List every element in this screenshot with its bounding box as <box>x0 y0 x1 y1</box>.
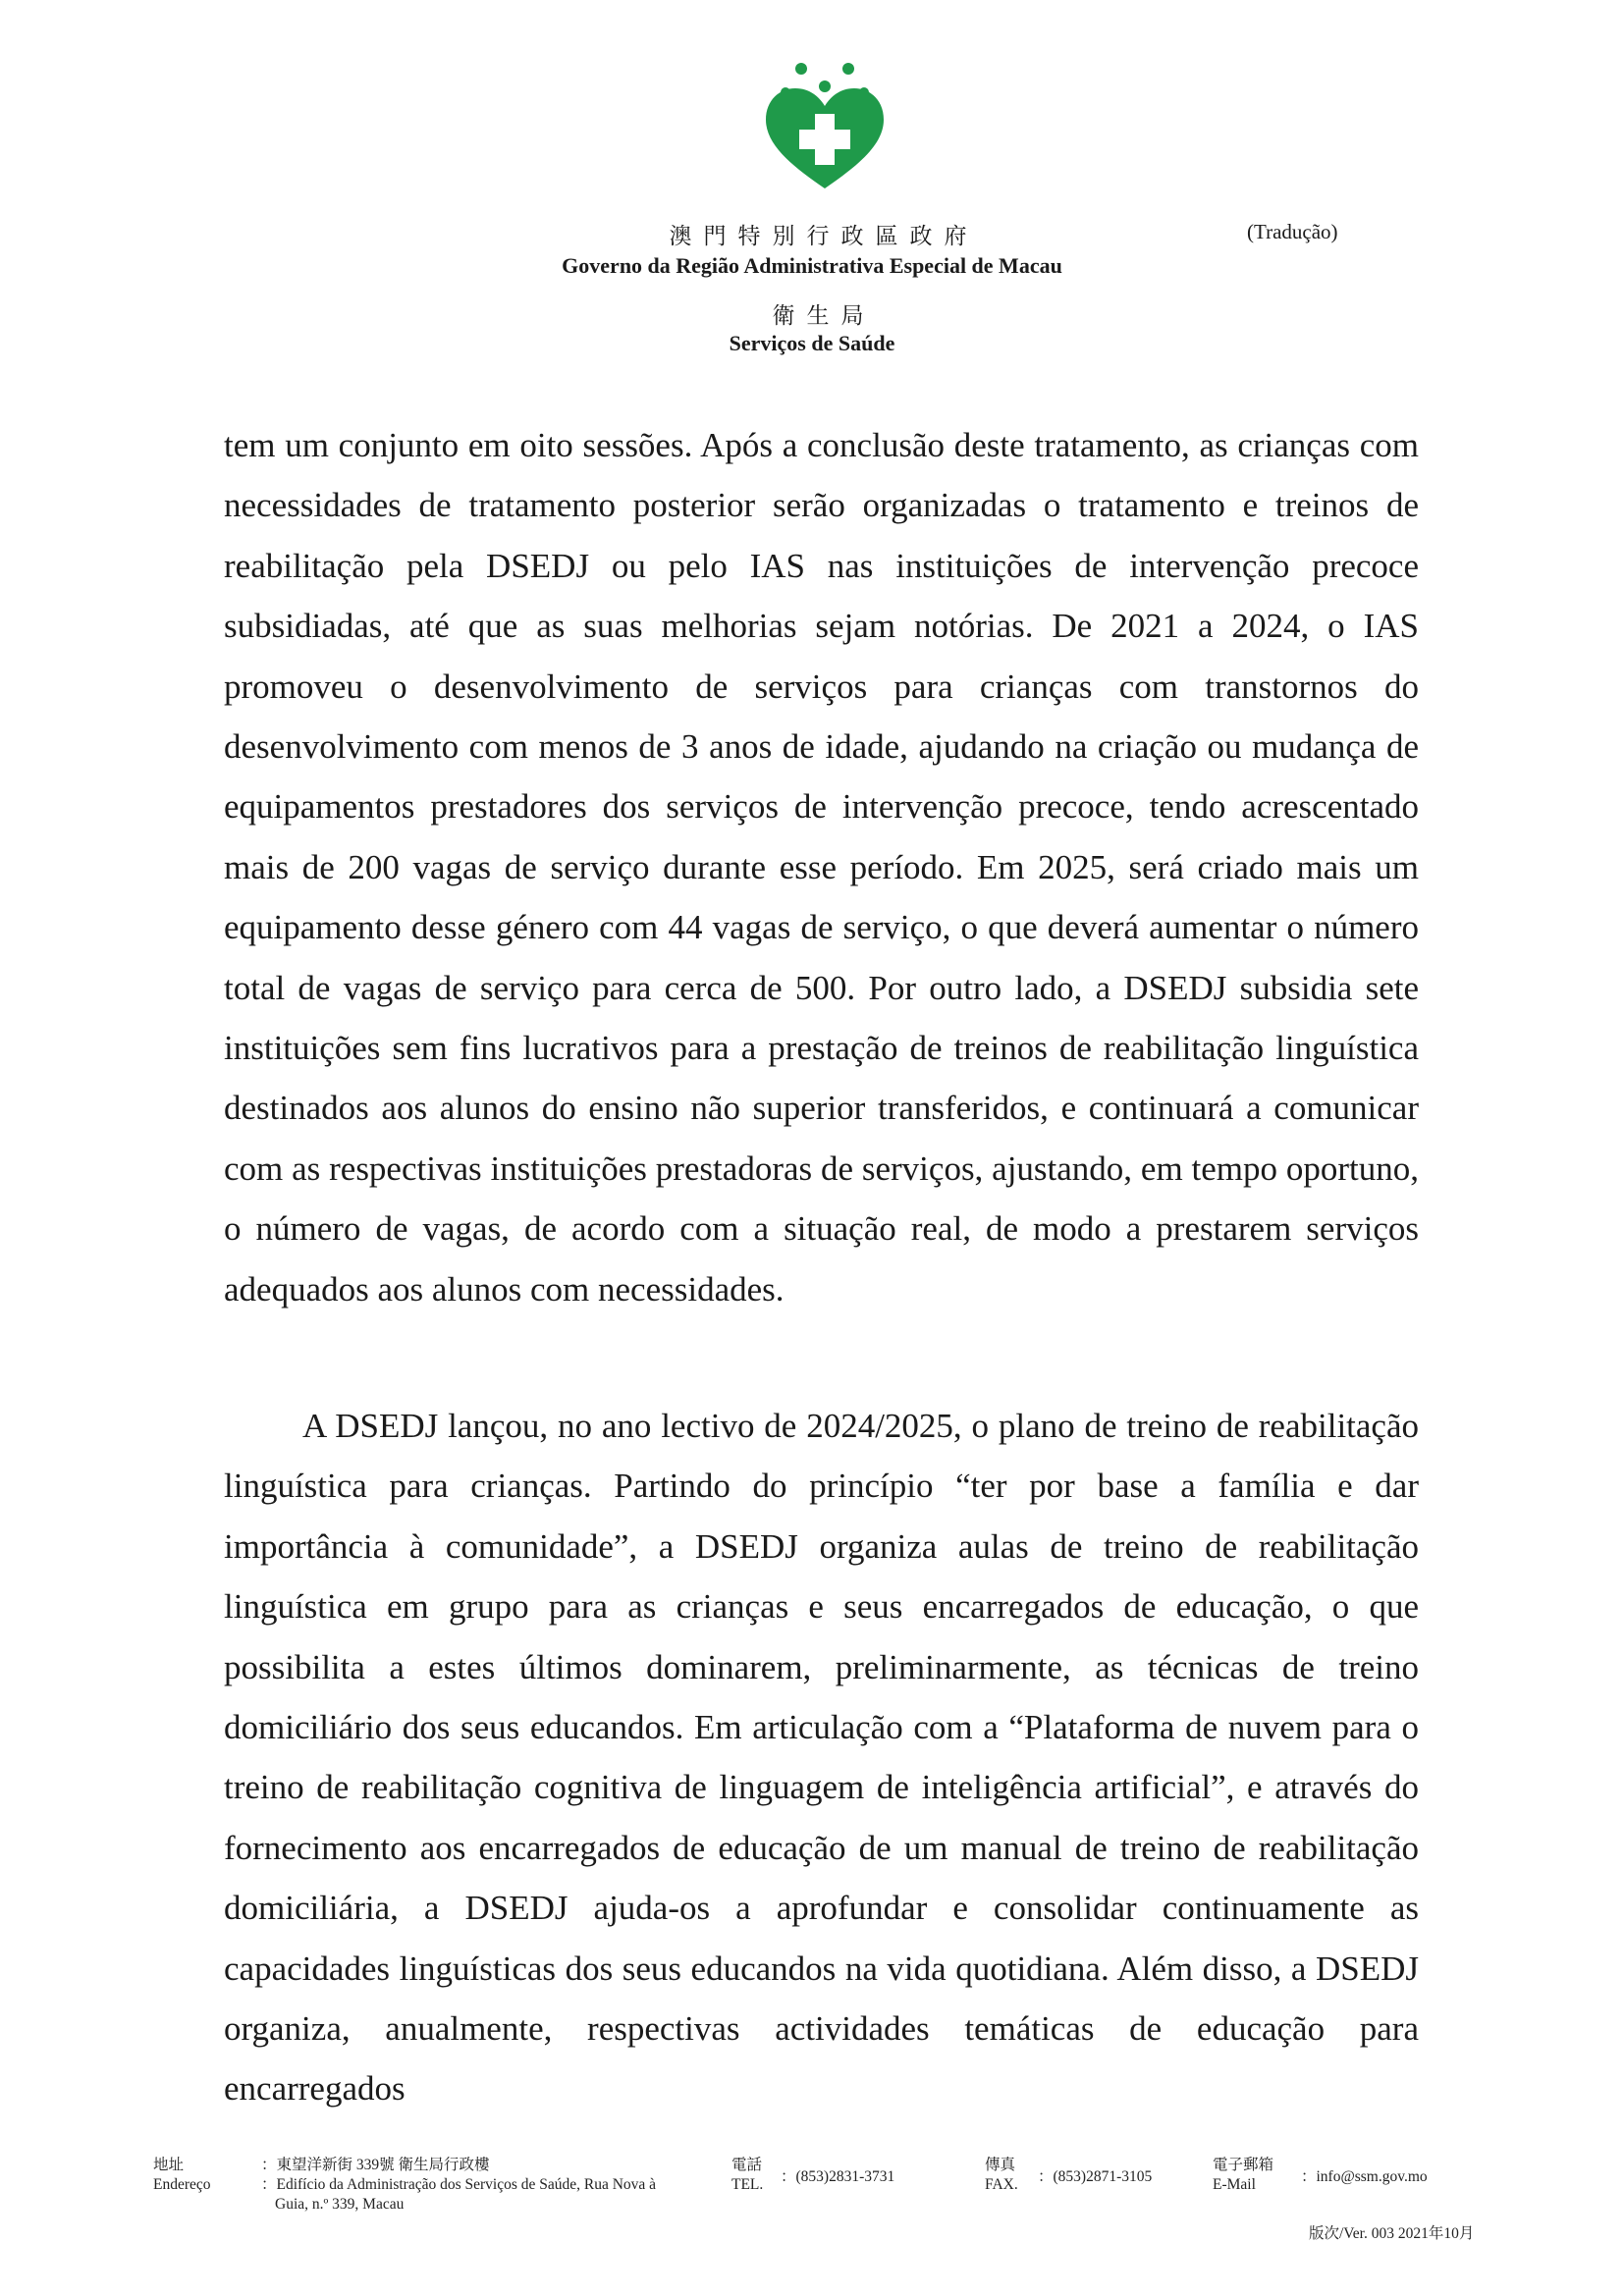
header-department-pt: Serviços de Saúde <box>729 331 895 355</box>
document-version: 版次/Ver. 003 2021年10月 <box>1309 2225 1475 2242</box>
address-label-pt: Endereço <box>153 2176 211 2193</box>
address-pt-line-1: ：Edifício da Administração dos Serviços de Saúde, Rua Nova à <box>261 2176 657 2193</box>
footer-email: ：info@ssm.gov.mo <box>1301 2168 1428 2185</box>
tel-label-pt: TEL. <box>731 2176 764 2193</box>
footer-address <box>261 2156 703 2215</box>
address-zh: ：東望洋新街 339號 衛生局行政樓 <box>261 2157 490 2173</box>
footer-tel: ：(853)2831-3731 <box>781 2168 895 2185</box>
header-government-zh: 澳門特別行政區政府 <box>669 224 979 248</box>
paragraph-text: tem um conjunto em oito sessões. Após a conclusão deste tratamento, as crianças com necessidades de tratamento posterior serão organizadas o tratamento e treinos de reabilitação pela DSEDJ ou pelo IAS nas instituições de intervenção precoce subsidiadas, até que as suas melhorias sejam notórias. De 2021 a 2024, o IAS promoveu o desenvolvimento de serviços para crianças com transtornos do desenvolvimento com menos de 3 anos de idade, ajudando na criação ou mudança de equipamentos prestadores dos serviços de intervenção precoce, tendo acrescentado mais de 200 vagas de serviço durante esse período. Em 2025, será criado mais um equipamento desse género com 44 vagas de serviço, o que deverá aumentar o número total de vagas de serviço para cerca de 500. Por outro lado, a DSEDJ subsidia sete instituições sem fins lucrativos para a prestação de treinos de reabilitação linguística destinados aos alunos do ensino não superior transferidos, e continuará a comunicar com as respectivas instituições prestadoras de serviços, ajustando, em tempo oportuno, o número de vagas, de acordo com a situação real, de modo a prestarem serviços adequados aos alunos com necessidades. <box>224 426 1419 1308</box>
footer-email-label <box>1213 2156 1273 2195</box>
tel-label-zh: 電話 <box>731 2157 763 2173</box>
footer-fax-label <box>985 2156 1018 2195</box>
email-label-zh: 電子郵箱 <box>1213 2157 1274 2173</box>
footer-fax: ：(853)2871-3105 <box>1038 2168 1153 2185</box>
body-paragraph-1 <box>224 415 1419 1319</box>
address-label-zh: 地址 <box>153 2157 185 2173</box>
footer-tel-label <box>731 2156 763 2195</box>
header-government-pt: Governo da Região Administrativa Especial de Macau <box>562 253 1062 278</box>
footer-address-label <box>153 2156 211 2195</box>
translation-note: (Tradução) <box>1247 220 1338 243</box>
paragraph-text: A DSEDJ lançou, no ano lectivo de 2024/2025, o plano de treino de reabilitação linguística para crianças. Partindo do princípio “ter por base a família e dar importância à comunidade”, a DSEDJ organiza aulas de treino de reabilitação linguística em grupo para as crianças e seus encarregados de educação, o que possibilita a estes últimos dominarem, preliminarmente, as técnicas de treino domiciliário dos seus educandos. Em articulação com a “Plataforma de nuvem para o treino de reabilitação cognitiva de linguagem de inteligência artificial”, e através do fornecimento aos encarregados de educação de um manual de treino de reabilitação domiciliária, a DSEDJ ajuda-os a aprofundar e consolidar continuamente as capacidades linguísticas dos seus educandos na vida quotidiana. Além disso, a DSEDJ organiza, anualmente, respectivas actividades temáticas de educação para encarregados <box>224 1407 1419 2109</box>
address-pt-line-2: Guia, n.º 339, Macau <box>275 2196 405 2213</box>
fax-label-zh: 傳真 <box>985 2157 1016 2173</box>
email-label-pt: E-Mail <box>1213 2176 1256 2193</box>
body-paragraph-2 <box>224 1396 1419 2119</box>
fax-label-pt: FAX. <box>985 2176 1018 2193</box>
health-bureau-logo <box>764 63 886 192</box>
header-department-zh: 衛生局 <box>772 303 876 328</box>
